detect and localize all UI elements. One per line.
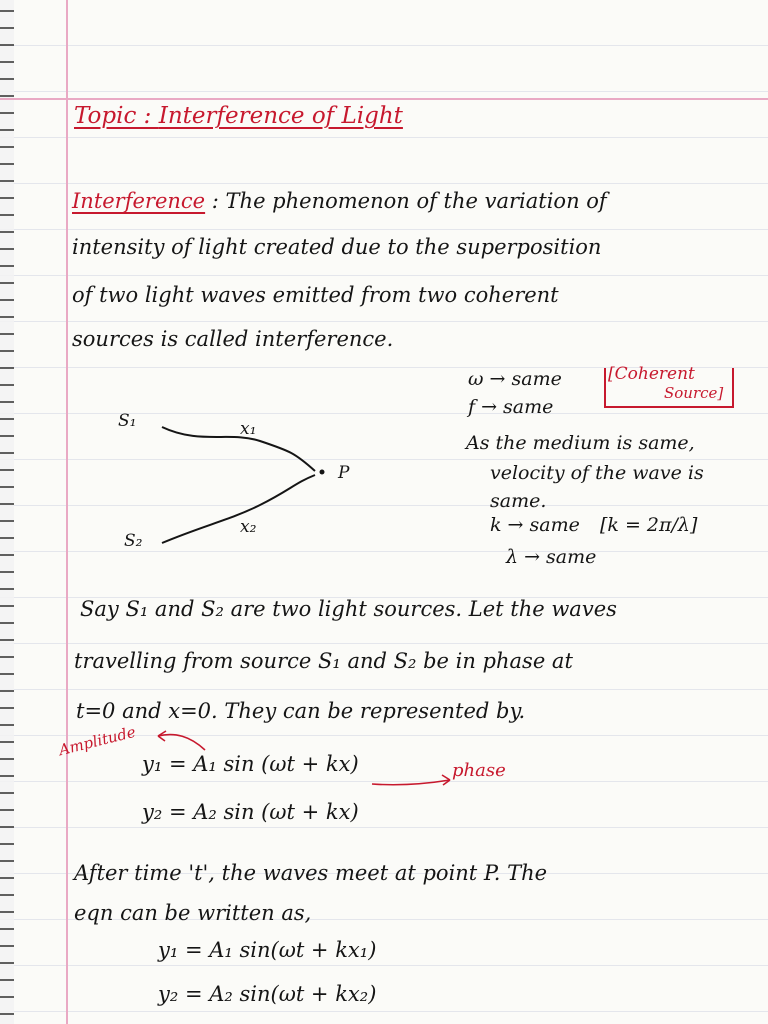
body-line-4: After time 't', the waves meet at point P. The [74,861,548,885]
wave-paths [110,405,410,565]
note-coherent: [Coherent [608,364,695,384]
distance-x1-label: x₁ [240,419,257,439]
equation-3: y₁ = A₁ sin(ωt + kx₁) [158,938,377,962]
wave-path-1 [162,427,315,471]
interference-diagram [110,405,410,565]
point-p-dot [320,470,325,475]
body-line-1: Say S₁ and S₂ are two light sources. Let the waves [80,597,617,621]
note-f: f → same [468,396,554,418]
definition-line-3: of two light waves emitted from two coherent [72,283,559,307]
source-s1-label: S₁ [118,411,137,431]
definition-text-1: The phenomenon of the variation of [225,189,607,213]
note-lambda: λ → same [506,546,597,568]
definition-line-4: sources is called interference. [72,327,394,351]
definition-sep: : [205,189,226,213]
equation-1: y₁ = A₁ sin (ωt + kx) [142,752,359,776]
body-line-2: travelling from source S₁ and S₂ be in phase at [74,649,573,673]
note-source: Source] [664,384,724,402]
body-line-3: t=0 and x=0. They can be represented by. [76,699,526,723]
phase-arrow-icon [370,770,455,790]
note-omega: ω → same [468,368,562,390]
amplitude-annotation: Amplitude [56,722,138,760]
topic-title: Interference of Light [158,103,403,129]
source-s2-label: S₂ [124,531,143,551]
definition-line-1 [72,190,607,213]
body-line-5: eqn can be written as, [74,901,312,925]
spiral-binding [0,0,14,1024]
note-medium-2: velocity of the wave is [490,462,704,484]
margin-line-horizontal [0,98,768,100]
definition-line-2: intensity of light created due to the superposition [72,235,602,259]
margin-line-vertical [66,0,68,1024]
topic-heading [74,104,403,129]
note-medium-3: same. [490,490,547,512]
distance-x2-label: x₂ [240,517,257,537]
note-k: k → same [490,514,580,536]
phase-annotation: phase [452,760,506,781]
point-p-label: P [338,463,350,483]
note-k-formula: [k = 2π/λ] [600,514,698,536]
equation-2: y₂ = A₂ sin (ωt + kx) [142,800,359,824]
note-medium-1: As the medium is same, [466,432,695,454]
definition-term: Interference [72,189,206,213]
equation-4: y₂ = A₂ sin(ωt + kx₂) [158,982,377,1006]
topic-label: Topic : [74,103,159,129]
wave-path-2 [162,475,315,543]
